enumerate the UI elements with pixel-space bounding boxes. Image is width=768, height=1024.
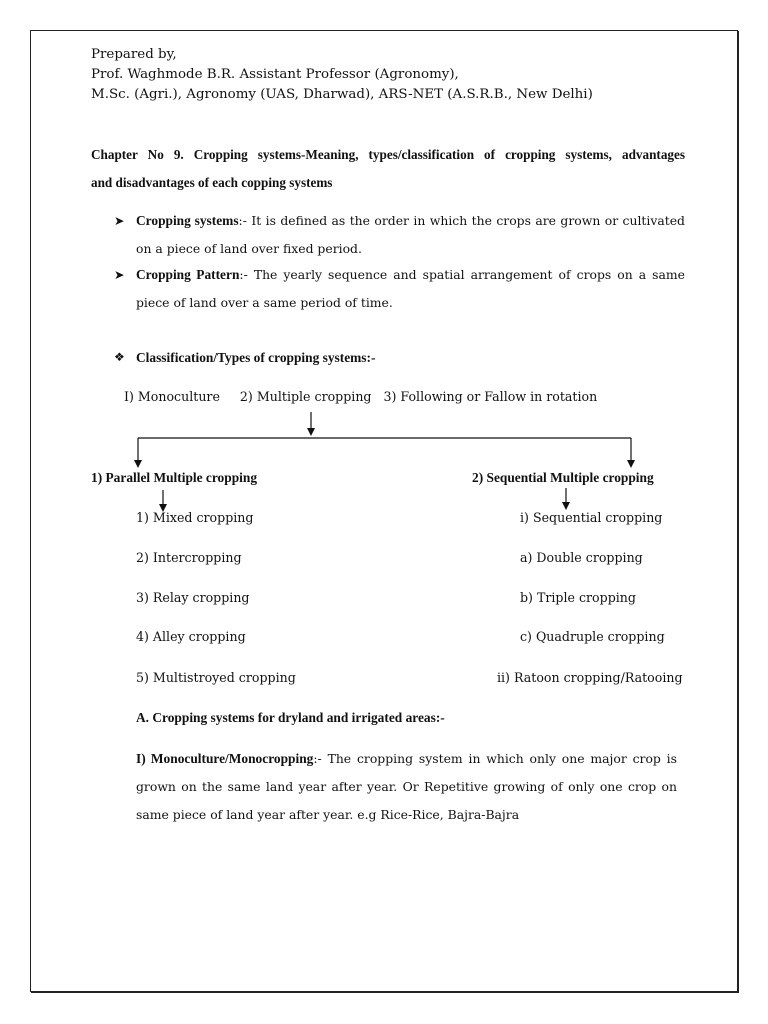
paragraph-text: The cropping system in which only one major crop is: [327, 751, 678, 766]
definition-text: It is defined as the order in which the crops are grown or cultivated: [251, 213, 685, 228]
bullet-arrow-icon: ➤: [114, 267, 125, 282]
chapter-title-line1: Chapter No 9. Cropping systems-Meaning, types/classification of cropping systems, advantages: [91, 147, 685, 162]
section-a-heading: A. Cropping systems for dryland and irrigated areas:-: [136, 710, 445, 725]
term-separator: :-: [239, 267, 254, 282]
arrow-down-icon: [627, 460, 635, 468]
sequential-item: i) Sequential cropping: [520, 510, 663, 525]
definition-text-cont: piece of land over a same period of time.: [136, 295, 393, 310]
parallel-item: 4) Alley cropping: [136, 629, 246, 644]
monoculture-paragraph: [136, 745, 677, 829]
term-cropping-pattern: Cropping Pattern: [136, 267, 240, 282]
bullet-diamond-icon: ❖: [114, 350, 125, 364]
arrow-down-icon: [562, 502, 570, 510]
term-monoculture: I) Monoculture/Monocropping: [136, 751, 314, 766]
parallel-item: 3) Relay cropping: [136, 590, 250, 605]
arrow-down-icon: [134, 460, 142, 468]
bullet-arrow-icon: ➤: [114, 213, 125, 228]
sequential-heading: 2) Sequential Multiple cropping: [472, 470, 654, 485]
term-separator: :-: [238, 213, 252, 228]
author-line: Prof. Waghmode B.R. Assistant Professor (Agronomy),: [91, 67, 459, 82]
prepared-by: Prepared by,: [91, 47, 177, 62]
chapter-title-line2: and disadvantages of each copping systems: [91, 175, 333, 190]
qualification-line: M.Sc. (Agri.), Agronomy (UAS, Dharwad), ARS-NET (A.S.R.B., New Delhi): [91, 87, 593, 102]
parallel-heading: 1) Parallel Multiple cropping: [91, 470, 258, 485]
definition-text-cont: on a piece of land over fixed period.: [136, 241, 362, 256]
term-separator: :-: [313, 751, 328, 766]
sequential-item: c) Quadruple cropping: [520, 629, 665, 644]
paragraph-text-cont: grown on the same land year after year. Or Repetitive growing of only one crop on: [136, 779, 677, 794]
parallel-item: 5) Multistroyed cropping: [136, 670, 296, 685]
paragraph-text-cont: same piece of land year after year. e.g Rice-Rice, Bajra-Bajra: [136, 807, 520, 822]
term-cropping-systems: Cropping systems: [136, 213, 239, 228]
classification-heading: Classification/Types of cropping systems:-: [136, 350, 376, 365]
definition-text: The yearly sequence and spatial arrangement of crops on a same: [253, 267, 685, 282]
classification-types: I) Monoculture 2) Multiple cropping 3) Following or Fallow in rotation: [124, 389, 598, 404]
sequential-item: ii) Ratoon cropping/Ratooing: [497, 670, 683, 685]
parallel-item: 2) Intercropping: [136, 550, 242, 565]
sequential-item: b) Triple cropping: [520, 590, 636, 605]
arrow-down-icon: [307, 428, 315, 436]
parallel-item: 1) Mixed cropping: [136, 510, 254, 525]
sequential-item: a) Double cropping: [520, 550, 643, 565]
